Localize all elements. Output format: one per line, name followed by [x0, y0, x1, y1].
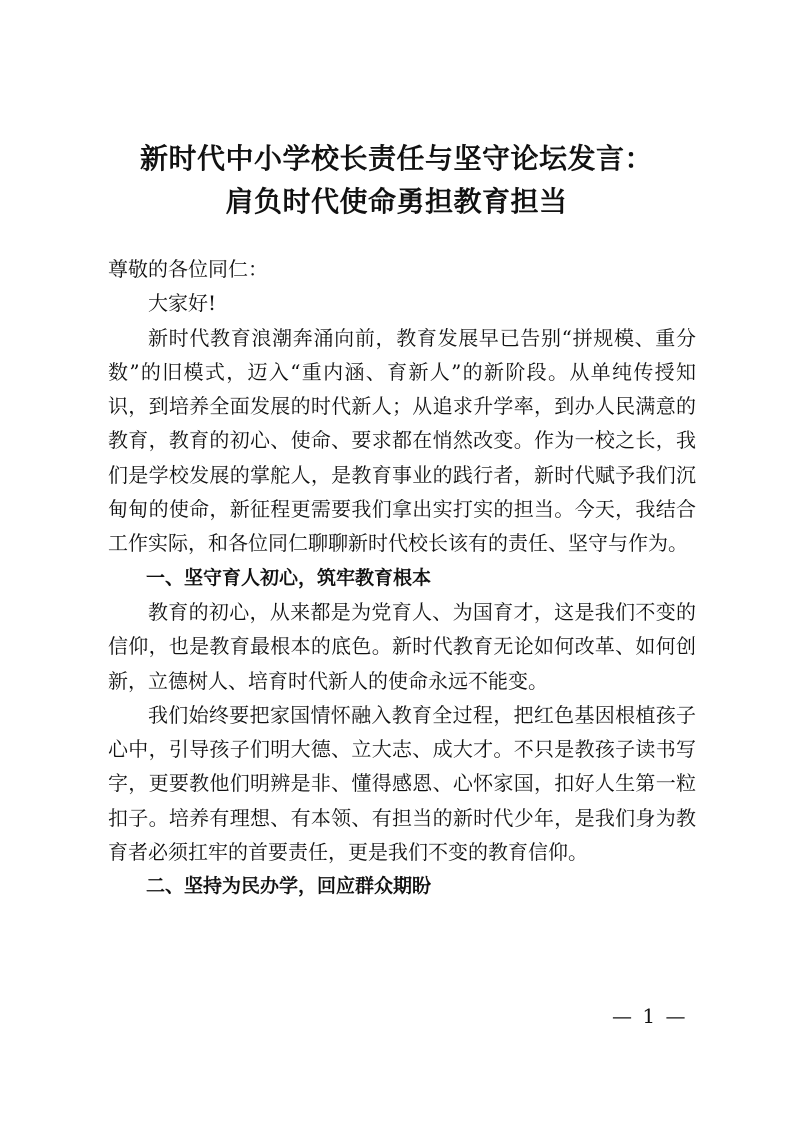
document-title-line-1: 新时代中小学校长责任与坚守论坛发言： — [139, 142, 653, 175]
page-number: — 1 — — [612, 1004, 688, 1028]
salutation: 尊敬的各位同仁： — [108, 257, 268, 281]
document-title-line-2: 肩负时代使命勇担教育担当 — [225, 185, 568, 218]
document-body — [108, 252, 696, 904]
paragraph-initial-mission: 教育的初心，从来都是为党育人、为国育才，这是我们不变的信仰，也是教育最根本的底色。新时代教育无论如何改革、如何创新，立德树人、培育时代新人的使命永远不能变。 — [108, 599, 696, 693]
section-heading-1: 一、坚守育人初心，筑牢教育根本 — [146, 566, 432, 589]
paragraph-family-country: 我们始终要把家国情怀融入教育全过程，把红色基因根植孩子心中，引导孩子们明大德、立大志、成大才。不只是教孩子读书写字，更要教他们明辨是非、懂得感恩、心怀家国，扣好人生第一粒扣子。培养有理想、有本领、有担当的新时代少年，是我们身为教育者必须扛牢的首要责任，更是我们不变的教育信仰。 — [108, 702, 696, 865]
greeting: 大家好! — [148, 291, 217, 316]
section-heading-2: 二、坚持为民办学，回应群众期盼 — [146, 875, 432, 898]
paragraph-intro: 新时代教育浪潮奔涌向前，教育发展早已告别“拼规模、重分数”的旧模式，迈入“重内涵、育新人”的新阶段。从单纯传授知识，到培养全面发展的时代新人；从追求升学率，到办人民满意的教育，教育的初心、使命、要求都在悄然改变。作为一校之长，我们是学校发展的掌舵人，是教育事业的践行者，新时代赋予我们沉甸甸的使命，新征程更需要我们拿出实打实的担当。今天，我结合工作实际，和各位同仁聊聊新时代校长该有的责任、坚守与作为。 — [108, 325, 696, 556]
